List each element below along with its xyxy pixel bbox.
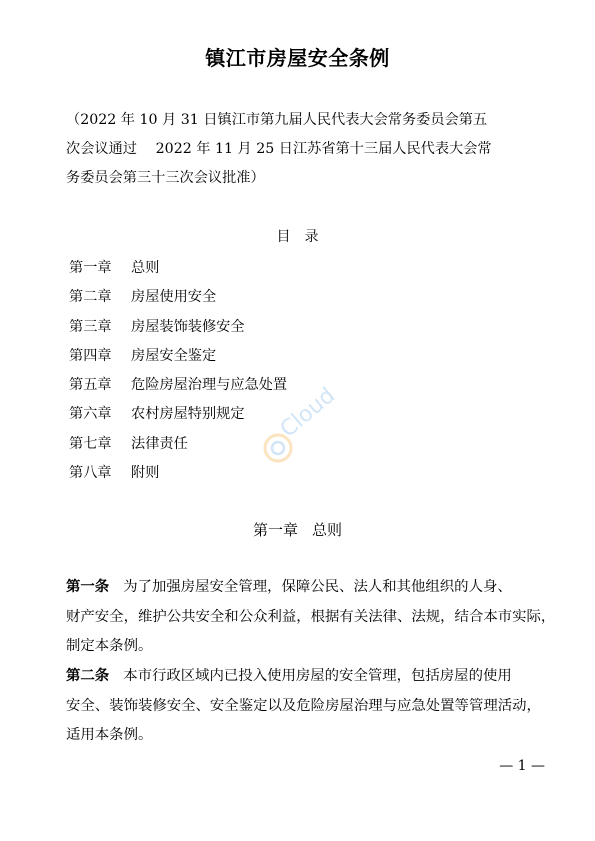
toc-item-number: 第六章 xyxy=(69,406,112,423)
document-title: 镇江市房屋安全条例 xyxy=(205,46,390,70)
article-1 xyxy=(66,573,562,662)
toc-item-number: 第八章 xyxy=(69,465,112,482)
toc-item-number: 第一章 xyxy=(69,260,112,276)
chapter-label: 总则 xyxy=(312,521,343,539)
toc-item xyxy=(69,254,287,283)
cloud-logo-icon xyxy=(258,378,358,468)
toc-item-label: 总则 xyxy=(131,260,160,276)
article-line: 制定本条例。 xyxy=(66,638,153,654)
toc-item xyxy=(69,459,287,488)
toc-item xyxy=(69,371,287,400)
watermark-text: Cloud xyxy=(275,383,340,443)
adoption-note-line-3: 务委员会第三十三次会议批准） xyxy=(66,170,265,186)
toc-item-label: 房屋安全鉴定 xyxy=(131,347,217,364)
toc-item-number: 第三章 xyxy=(69,318,112,335)
article-line: 财产安全，维护公共安全和公众利益，根据有关法律、法规，结合本市实际， xyxy=(66,608,556,625)
article-text: 为了加强房屋安全管理，保障公民、法人和其他组织的人身、 xyxy=(123,579,512,595)
article-2 xyxy=(66,662,562,751)
toc-item xyxy=(69,400,287,429)
toc-item-number: 第二章 xyxy=(69,289,112,306)
page-number: — 1 — xyxy=(499,758,545,774)
toc-heading: 目录 xyxy=(276,229,333,245)
toc-item-number: 第七章 xyxy=(69,435,112,452)
toc-item xyxy=(69,430,287,459)
article-label: 第二条 xyxy=(66,668,110,684)
toc-item-label: 法律责任 xyxy=(131,435,188,452)
article-line: 适用本条例。 xyxy=(66,727,153,743)
article-label: 第一条 xyxy=(66,579,110,595)
article-text: 本市行政区域内已投入使用房屋的安全管理，包括房屋的使用 xyxy=(123,668,512,684)
toc-item xyxy=(69,313,287,342)
toc-item-label: 房屋装饰装修安全 xyxy=(131,318,245,335)
toc-item-label: 危险房屋治理与应急处置 xyxy=(131,377,288,394)
toc-item-label: 房屋使用安全 xyxy=(131,289,217,306)
article-line: 安全、装饰装修安全、安全鉴定以及危险房屋治理与应急处置等管理活动， xyxy=(66,697,541,714)
table-of-contents xyxy=(69,254,287,488)
toc-item-label: 农村房屋特别规定 xyxy=(131,406,245,423)
chapter-number: 第一章 xyxy=(252,521,298,539)
adoption-note-line-1: （2022 年 10 月 31 日镇江市第九届人民代表大会常务委员会第五 xyxy=(66,112,488,128)
chapter-heading xyxy=(0,519,595,540)
toc-item xyxy=(69,283,287,312)
adoption-note-line-2: 次会议通过 2022 年 11 月 25 日江苏省第十三届人民代表大会常 xyxy=(66,141,492,157)
toc-item xyxy=(69,342,287,371)
toc-item-label: 附则 xyxy=(131,465,160,482)
toc-item-number: 第五章 xyxy=(69,377,112,394)
article-line xyxy=(66,662,562,692)
toc-item-number: 第四章 xyxy=(69,347,112,364)
article-line xyxy=(66,573,562,603)
